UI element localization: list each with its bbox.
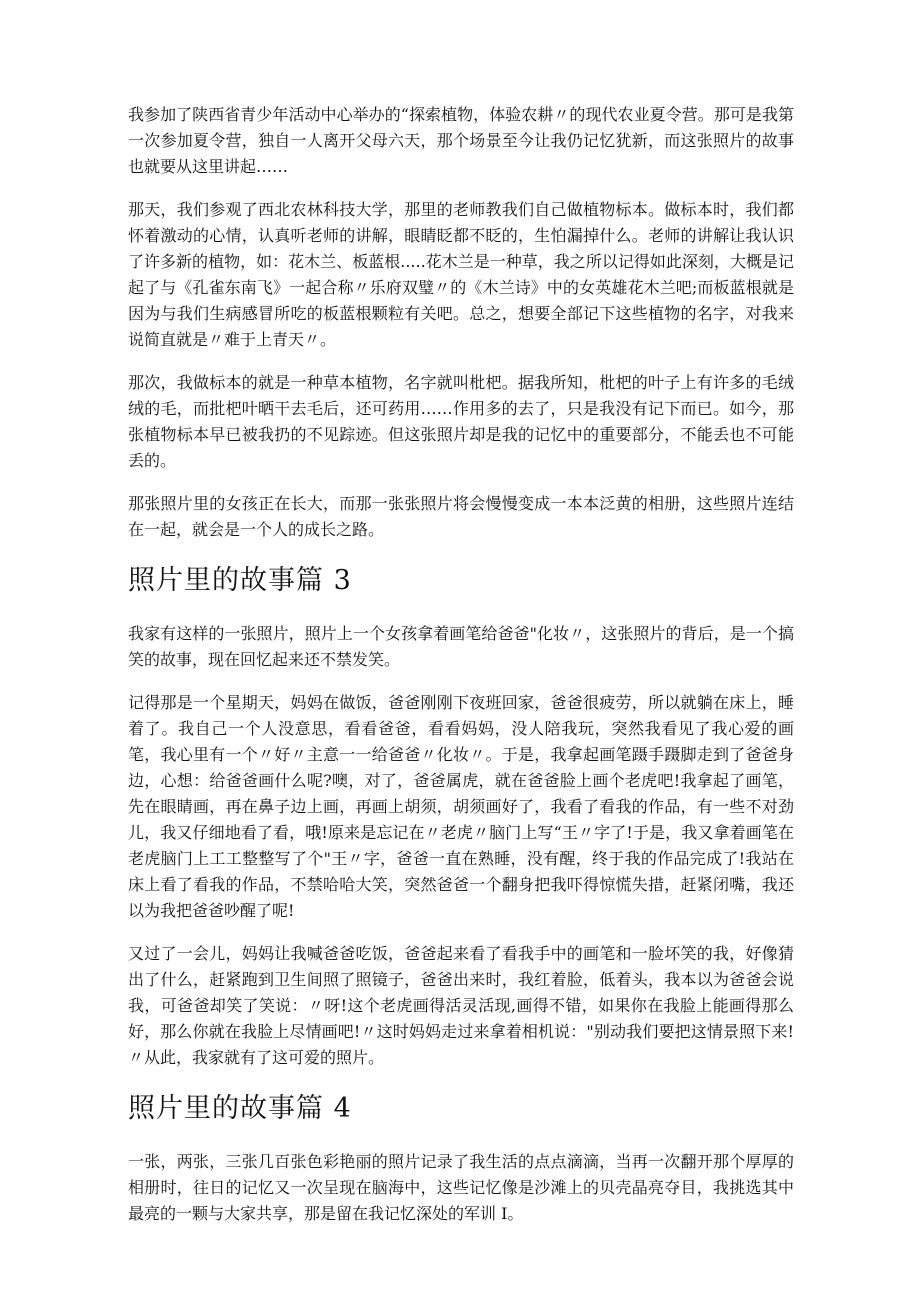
paragraph: 我参加了陕西省青少年活动中心举办的“探索植物，体验农耕〃的现代农业夏令营。那可是我第一次参加夏令营，独自一人离开父母六天，那个场景至今让我仍记忆犹新，而这张照片的故事也就要从这里讲起…… bbox=[128, 105, 794, 176]
paragraph: 又过了一会儿，妈妈让我喊爸爸吃饭，爸爸起来看了看我手中的画笔和一脸坏笑的我，好像猜出了什么，赶紧跑到卫生间照了照镜子，爸爸出来时，我红着脸，低着头，我本以为爸爸会说我，可爸爸却笑了笑说：〃呀!这个老虎画得活灵活现,画得不错，如果你在我脸上能画得那么好，那么你就在我脸上尽情画吧!〃这时妈妈走过来拿着相机说："别动我们要把这情景照下来!〃从此，我家就有了这可爱的照片。 bbox=[128, 944, 794, 1067]
section-heading-3: 照片里的故事篇 3 bbox=[128, 565, 352, 596]
paragraph: 那天，我们参观了西北农林科技大学，那里的老师教我们自己做植物标本。做标本时，我们都怀着激动的心情，认真听老师的讲解，眼睛眨都不眨的，生怕漏掉什么。老师的讲解让我认识了许多新的植物，如：花木兰、板蓝根.....花木兰是一种草，我之所以记得如此深刻，大概是记起了与《孔雀东南飞》一起合称〃乐府双璧〃的《木兰诗》中的女英雄花木兰吧;而板蓝根就是因为与我们生病感冒所吃的板蓝根颗粒有关吧。总之，想要全部记下这些植物的名字，对我来说简直就是〃难于上青天〃。 bbox=[128, 200, 794, 349]
paragraph: 我家有这样的一张照片，照片上一个女孩拿着画笔给爸爸"化妆〃，这张照片的背后，是一个搞笑的故事，现在回忆起来还不禁发笑。 bbox=[128, 624, 794, 669]
document-page bbox=[128, 102, 794, 1244]
section-heading-4: 照片里的故事篇 4 bbox=[128, 1093, 352, 1124]
paragraph: 一张，两张，三张几百张色彩艳丽的照片记录了我生活的点点滴滴，当再一次翻开那个厚厚的相册时，往日的记忆又一次呈现在脑海中，这些记忆像是沙滩上的贝壳晶亮夺目，我挑选其中最亮的一颗与大家共享，那是留在我记忆深处的军训 I。 bbox=[128, 1152, 794, 1223]
paragraph: 那次，我做标本的就是一种草本植物，名字就叫枇杷。据我所知，枇杷的叶子上有许多的毛绒绒的毛，而批杷叶晒干去毛后，还可药用……作用多的去了，只是我没有记下而已。如今，那张植物标本早已被我扔的不见踪迹。但这张照片却是我的记忆中的重要部分，不能丢也不可能丢的。 bbox=[128, 373, 794, 470]
paragraph: 记得那是一个星期天，妈妈在做饭，爸爸刚刚下夜班回家，爸爸很疲劳，所以就躺在床上，睡着了。我自己一个人没意思，看看爸爸，看看妈妈，没人陪我玩，突然我看见了我心爱的画笔，我心里有一个〃好〃主意一一给爸爸〃化妆〃。于是，我拿起画笔蹑手蹑脚走到了爸爸身边，心想：给爸爸画什么呢?噢，对了，爸爸属虎，就在爸爸脸上画个老虎吧!我拿起了画笔，先在眼睛画，再在鼻子边上画，再画上胡须，胡须画好了，我看了看我的作品，有一些不对劲儿，我又仔细地看了看，哦!原来是忘记在〃老虎〃脑门上写“王〃字了!于是，我又拿着画笔在老虎脑门上工工整整写了个"王〃字，爸爸一直在熟睡，没有醒，终于我的作品完成了!我站在床上看了看我的作品，不禁哈哈大笑，突然爸爸一个翻身把我吓得惊慌失措，赶紧闭嘴，我还以为我把爸爸吵醒了呢! bbox=[128, 693, 794, 920]
paragraph: 那张照片里的女孩正在长大，而那一张张照片将会慢慢变成一本本泛黄的相册，这些照片连结在一起，就会是一个人的成长之路。 bbox=[128, 494, 794, 539]
